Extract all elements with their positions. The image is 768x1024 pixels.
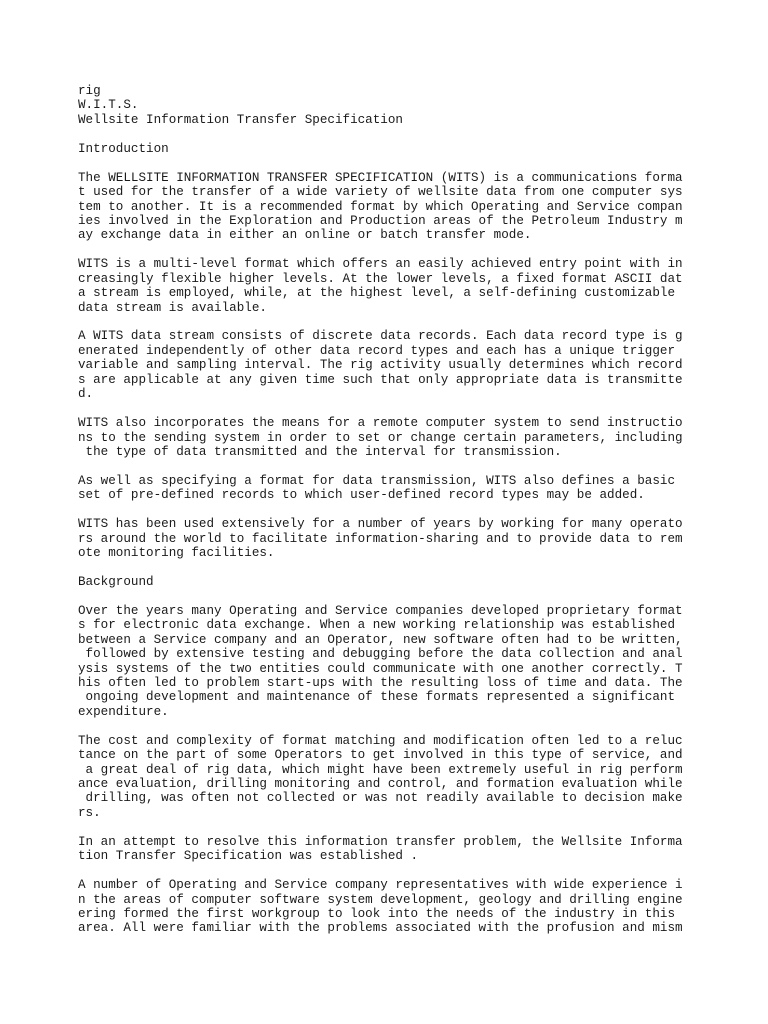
paragraph-background-3 bbox=[78, 835, 698, 864]
text-line: followed by extensive testing and debugging before the data collection and anal bbox=[78, 647, 683, 662]
text-line: ering formed the first workgroup to look into the needs of the industry in this bbox=[78, 906, 676, 921]
text-line: WITS has been used extensively for a number of years by working for many operato bbox=[78, 517, 683, 532]
text-line: A WITS data stream consists of discrete data records. Each data record type is g bbox=[78, 329, 683, 344]
text-line: WITS also incorporates the means for a remote computer system to send instructio bbox=[78, 416, 683, 431]
text-line: creasingly flexible higher levels. At the lower levels, a fixed format ASCII dat bbox=[78, 271, 683, 286]
text-line: A number of Operating and Service company representatives with wide experience i bbox=[78, 878, 683, 893]
text-line: t used for the transfer of a wide variety of wellsite data from one computer sys bbox=[78, 185, 683, 200]
document-page bbox=[78, 84, 698, 936]
text-line: tion Transfer Specification was established . bbox=[78, 849, 419, 864]
text-line: rs. bbox=[78, 805, 101, 820]
paragraph-intro-1 bbox=[78, 171, 698, 243]
text-line: tance on the part of some Operators to get involved in this type of service, and bbox=[78, 748, 683, 763]
text-line: the type of data transmitted and the interval for transmission. bbox=[78, 444, 562, 459]
text-line: data stream is available. bbox=[78, 300, 267, 315]
text-line: The cost and complexity of format matching and modification often led to a reluc bbox=[78, 733, 683, 748]
text-line: ysis systems of the two entities could communicate with one another correctly. T bbox=[78, 661, 683, 676]
text-line: area. All were familiar with the problems associated with the profusion and mism bbox=[78, 921, 683, 936]
paragraph-intro-6 bbox=[78, 517, 698, 560]
text-line: ns to the sending system in order to set or change certain parameters, including bbox=[78, 430, 683, 445]
text-line: ies involved in the Exploration and Production areas of the Petroleum Industry m bbox=[78, 213, 683, 228]
text-line: his often led to problem start-ups with the resulting loss of time and data. The bbox=[78, 675, 683, 690]
text-line: As well as specifying a format for data transmission, WITS also defines a basic bbox=[78, 473, 676, 488]
text-line: Over the years many Operating and Service companies developed proprietary format bbox=[78, 603, 683, 618]
text-line: ongoing development and maintenance of these formats represented a significant bbox=[78, 690, 676, 705]
text-line: In an attempt to resolve this information transfer problem, the Wellsite Informa bbox=[78, 834, 683, 849]
text-line: a great deal of rig data, which might have been extremely useful in rig perform bbox=[78, 762, 683, 777]
text-line: between a Service company and an Operator, new software often had to be written, bbox=[78, 632, 683, 647]
paragraph-intro-3 bbox=[78, 329, 698, 401]
paragraph-background-4 bbox=[78, 878, 698, 936]
text-line: a stream is employed, while, at the highest level, a self-defining customizable bbox=[78, 286, 676, 301]
text-line: The WELLSITE INFORMATION TRANSFER SPECIFICATION (WITS) is a communications forma bbox=[78, 170, 683, 185]
document-header bbox=[78, 84, 698, 127]
text-line: drilling, was often not collected or was not readily available to decision make bbox=[78, 791, 683, 806]
paragraph-intro-5 bbox=[78, 474, 698, 503]
text-line: ay exchange data in either an online or batch transfer mode. bbox=[78, 228, 532, 243]
header-line: rig bbox=[78, 84, 101, 98]
section-heading-introduction: Introduction bbox=[78, 141, 169, 156]
text-line: expenditure. bbox=[78, 704, 169, 719]
text-line: s for electronic data exchange. When a new working relationship was established bbox=[78, 618, 676, 633]
paragraph-background-1 bbox=[78, 604, 698, 720]
text-line: rs around the world to facilitate information-sharing and to provide data to rem bbox=[78, 531, 683, 546]
text-line: variable and sampling interval. The rig activity usually determines which record bbox=[78, 358, 683, 373]
section-heading-background: Background bbox=[78, 574, 154, 589]
document-title: Wellsite Information Transfer Specification bbox=[78, 112, 403, 127]
paragraph-intro-2 bbox=[78, 257, 698, 315]
header-line: W.I.T.S. bbox=[78, 98, 139, 113]
paragraph-intro-4 bbox=[78, 416, 698, 459]
text-line: d. bbox=[78, 387, 94, 402]
text-line: set of pre-defined records to which user-defined record types may be added. bbox=[78, 488, 645, 503]
text-line: s are applicable at any given time such that only appropriate data is transmitte bbox=[78, 372, 683, 387]
text-line: tem to another. It is a recommended format by which Operating and Service compan bbox=[78, 199, 683, 214]
text-line: n the areas of computer software system development, geology and drilling engine bbox=[78, 892, 683, 907]
text-line: ance evaluation, drilling monitoring and control, and formation evaluation while bbox=[78, 777, 683, 791]
text-line: ote monitoring facilities. bbox=[78, 546, 275, 560]
text-line: WITS is a multi-level format which offers an easily achieved entry point with in bbox=[78, 257, 683, 272]
paragraph-background-2 bbox=[78, 734, 698, 821]
text-line: enerated independently of other data record types and each has a unique trigger bbox=[78, 343, 676, 358]
